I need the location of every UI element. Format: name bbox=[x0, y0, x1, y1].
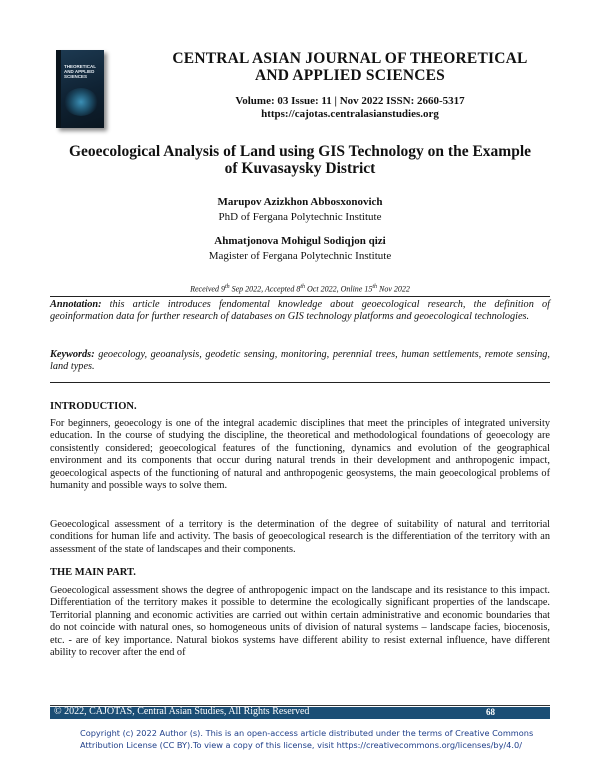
journal-cover-image bbox=[56, 50, 104, 128]
divider-top bbox=[50, 296, 550, 297]
keywords-text: geoecology, geoanalysis, geodetic sensing, monitoring, perennial trees, human settlements, remote sensing, land types. bbox=[50, 349, 550, 373]
author-name: Ahmatjonova Mohigul Sodiqjon qizi bbox=[214, 235, 386, 247]
author-block-1 bbox=[50, 196, 550, 224]
author-affiliation: PhD of Fergana Polytechnic Institute bbox=[218, 211, 382, 223]
author-affiliation: Magister of Fergana Polytechnic Institute bbox=[208, 250, 392, 262]
annotation-text: this article introduces fendomental knowledge about geoecological research, the definition of geoinformation data for further research of databases on GIS technology platforms and geoecological technologies. bbox=[50, 299, 550, 323]
divider-keywords bbox=[50, 382, 550, 383]
intro-paragraph-2: Geoecological assessment of a territory is the determination of the degree of suitability of natural and territorial conditions for human life and activity. The basis of geoecological research is the differentiation of the territory with an assessment of the state of landscapes and their components. bbox=[50, 519, 550, 555]
main-paragraph-1: Geoecological assessment shows the degree of anthropogenic impact on the landscape and its resistance to this impact. Differentiation of the territory makes it possible to determine the ecologically significant properties of the landscape. Territorial planning and economic activities are carried out within certain administrative and economic boundaries that do not coincide with natural ones, so homogeneous units of division of natural systems – landscape facies, biocenosis, etc. - are of key importance. Natural biokos systems have different ability to resist external influence, have different ability to recover after the end of bbox=[50, 585, 550, 659]
annotation bbox=[50, 299, 550, 324]
author-name: Marupov Azizkhon Abbosxonovich bbox=[217, 196, 383, 208]
intro-paragraph-1: For beginners, geoecology is one of the integral academic disciplines that meet the principles of integrated university education. In the course of studying the discipline, the theoretical and methodological foundations of geoecology are consistently considered; geoecological features of the functioning, dynamics and evolution of the geographical environment and its components that occur during natural trends in their development and anthropogenic impact, geoecological aspects of the functioning of natural and anthropogenic geosystems, the main geoecological problems of humanity and possible ways to solve them. bbox=[50, 418, 550, 492]
article-title-line2: of Kuvasaysky District bbox=[224, 160, 376, 177]
article-title bbox=[50, 143, 550, 177]
journal-name-line1: CENTRAL ASIAN JOURNAL OF THEORETICAL bbox=[172, 50, 528, 67]
author-block-2 bbox=[50, 235, 550, 263]
license-line-1: Copyright (c) 2022 Author (s). This is an open-access article distributed under the terms of Creative Commons bbox=[80, 728, 534, 738]
issue-line: Volume: 03 Issue: 11 | Nov 2022 ISSN: 2660-5317 bbox=[235, 95, 465, 107]
section-heading-main-part: THE MAIN PART. bbox=[50, 567, 136, 578]
license-line-2[interactable]: Attribution License (CC BY).To view a copy of this license, visit https://creativecommons.org/licenses/by/4.0/ bbox=[80, 740, 522, 750]
cover-spine bbox=[56, 50, 61, 128]
annotation-label: Annotation: bbox=[50, 299, 102, 310]
received-dates: Received 9th Sep 2022, Accepted 8th Oct 2022, Online 15th Nov 2022 bbox=[190, 284, 410, 294]
keywords bbox=[50, 349, 550, 374]
cover-title: THEORETICAL AND APPLIED SCIENCES bbox=[64, 64, 96, 79]
journal-name-line2: AND APPLIED SCIENCES bbox=[254, 67, 446, 84]
footer-copyright: © 2022, CAJOTAS, Central Asian Studies, All Rights Reserved bbox=[54, 706, 310, 717]
article-title-line1: Geoecological Analysis of Land using GIS Technology on the Example bbox=[68, 143, 532, 160]
section-heading-introduction: INTRODUCTION. bbox=[50, 401, 137, 412]
keywords-label: Keywords: bbox=[50, 349, 95, 360]
journal-issue-info bbox=[150, 95, 550, 121]
journal-url[interactable]: https://cajotas.centralasianstudies.org bbox=[261, 108, 439, 120]
license-notice bbox=[80, 727, 550, 751]
journal-name bbox=[150, 50, 550, 84]
cover-globe-graphic bbox=[64, 88, 98, 116]
page-number: 68 bbox=[486, 707, 495, 717]
